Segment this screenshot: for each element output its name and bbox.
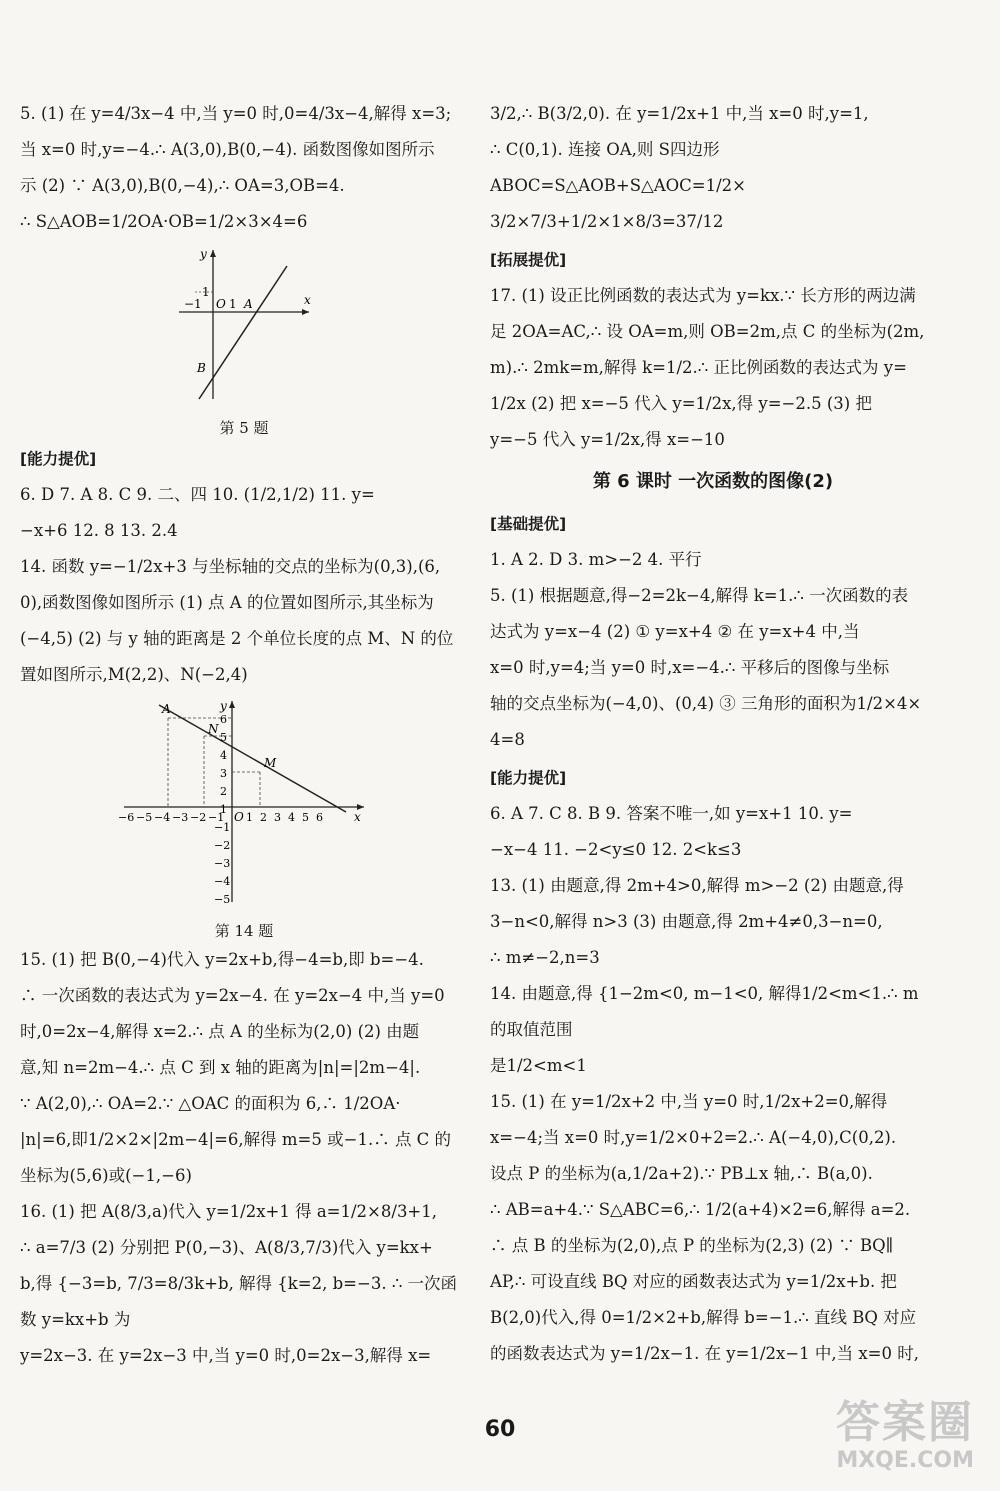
right-column [490,96,936,1372]
figure-14-graph [114,697,374,907]
q15-line: ∵ A(2,0),∴ OA=2.∵ △OAC 的面积为 6,∴ 1/2OA· [20,1094,401,1113]
figure-14-caption: 第 14 题 [214,922,274,940]
fig14-x-ticks [118,811,323,824]
q5-line: 示 (2) ∵ A(3,0),B(0,−4),∴ OA=3,OB=4. [20,176,345,195]
section-ability-heading: [能力提优] [490,769,567,787]
q14-line: 0),函数图像如图所示 (1) 点 A 的位置如图所示,其坐标为 [20,593,434,612]
watermark-text: 答案圈 [836,1397,974,1448]
q15-line: x=−4;当 x=0 时,y=1/2×0+2=2.∴ A(−4,0),C(0,2). [490,1128,897,1147]
section-extend-heading: [拓展提优] [490,251,567,269]
svg-text:−1: −1 [208,811,225,824]
q17-line: m).∴ 2mk=m,解得 k=1/2.∴ 正比例函数的表达式为 y= [490,358,907,377]
svg-text:4: 4 [288,811,295,824]
q15-line: 时,0=2x−4,解得 x=2.∴ 点 A 的坐标为(2,0) (2) 由题 [20,1022,420,1041]
q15-line: ∴ 点 B 的坐标为(2,0),点 P 的坐标为(2,3) (2) ∵ BQ∥ [490,1236,894,1255]
figure-5-graph [169,244,319,404]
q15-line: ∴ AB=a+4.∵ S△ABC=6,∴ 1/2(a+4)×2=6,解得 a=2. [490,1200,911,1219]
q15-line: B(2,0)代入,得 0=1/2×2+b,解得 b=−1.∴ 直线 BQ 对应 [490,1308,917,1327]
svg-text:1: 1 [246,811,253,824]
q15-line: AP,∴ 可设直线 BQ 对应的函数表达式为 y=1/2x+b. 把 [490,1272,897,1291]
q13-line: 3−n<0,解得 n>3 (3) 由题意,得 2m+4≠0,3−n=0, [490,912,883,931]
svg-text:−4: −4 [214,875,231,888]
svg-text:6: 6 [220,713,227,726]
fig14-point-m: M [264,756,277,770]
svg-text:2: 2 [260,811,267,824]
q6-13-line: 6. D 7. A 8. C 9. 二、四 10. (1/2,1/2) 11. y= [20,485,375,504]
svg-text:3: 3 [220,767,227,780]
fig14-point-n: N [208,722,219,736]
svg-text:−6: −6 [118,811,135,824]
q13-line: ∴ m≠−2,n=3 [490,948,600,967]
q16-continued-line: ∴ C(0,1). 连接 OA,则 S四边形ABOC=S△AOB+S△AOC=1/2× [490,140,746,195]
svg-text:6: 6 [316,811,323,824]
svg-text:5: 5 [302,811,309,824]
section-basic-heading: [基础提优] [490,515,567,533]
q15-line: 15. (1) 在 y=1/2x+2 中,当 y=0 时,1/2x+2=0,解得 [490,1092,888,1111]
q13-line: 13. (1) 由题意,得 2m+4>0,解得 m>−2 (2) 由题意,得 [490,876,904,895]
q16-line: ∴ a=7/3 (2) 分别把 P(0,−3)、A(8/3,7/3)代入 y=kx+ [20,1238,433,1257]
watermark-url: MXQE.COM [836,1448,974,1473]
fig5-point-b: B [197,361,206,375]
figure-14 [20,697,468,920]
svg-text:−2: −2 [190,811,207,824]
fig14-y-ticks [214,713,230,906]
q15-line: 的函数表达式为 y=1/2x−1. 在 y=1/2x−1 中,当 x=0 时, [490,1344,919,1363]
q14-line: (−4,5) (2) 与 y 轴的距离是 2 个单位长度的点 M、N 的位 [20,629,454,648]
q14-line: 14. 函数 y=−1/2x+3 与坐标轴的交点的坐标为(0,3),(6, [20,557,441,576]
svg-text:4: 4 [220,749,227,762]
left-column [20,96,468,1374]
fig5-y-label: y [200,247,207,261]
svg-text:−2: −2 [214,839,231,852]
svg-text:−4: −4 [154,811,171,824]
q1-4-line: 1. A 2. D 3. m>−2 4. 平行 [490,550,702,569]
svg-text:1: 1 [220,803,227,816]
q5-line: 4=8 [490,730,525,749]
lesson-title: 第 6 课时 一次函数的图像(2) [592,471,834,492]
q14-line: 14. 由题意,得 {1−2m<0, m−1<0, 解得1/2<m<1.∴ m 的取值范围 [490,984,919,1039]
q16-line: 16. (1) 把 A(8/3,a)代入 y=1/2x+1 得 a=1/2×8/3+1, [20,1202,438,1221]
q15-line: 意,知 n=2m−4.∴ 点 C 到 x 轴的距离为|n|=|2m−4|. [20,1058,421,1077]
q17-line: 1/2x (2) 把 x=−5 代入 y=1/2x,得 y=−2.5 (3) 把 [490,394,872,413]
fig14-x-label: x [354,810,361,824]
q6-12-line: −x−4 11. −2<y≤0 12. 2<k≤3 [490,840,742,859]
q5-line: ∴ S△AOB=1/2OA·OB=1/2×3×4=6 [20,212,308,231]
q5-line: 轴的交点坐标为(−4,0)、(0,4) ③ 三角形的面积为1/2×4× [490,694,922,713]
fig5-one-x: 1 [229,297,237,311]
q6-13-line: −x+6 12. 8 13. 2.4 [20,521,178,540]
q14-line: 是1/2<m<1 [490,1056,587,1075]
fig5-x-label: x [304,293,311,307]
q15-line: 设点 P 的坐标为(a,1/2a+2).∵ PB⊥x 轴,∴ B(a,0). [490,1164,873,1183]
svg-text:−3: −3 [214,857,231,870]
fig14-point-a: A [162,702,171,716]
q16-continued-line: 3/2×7/3+1/2×1×8/3=37/12 [490,212,724,231]
figure-5-caption: 第 5 题 [219,419,269,437]
q17-line: 17. (1) 设正比例函数的表达式为 y=kx.∵ 长方形的两边满 [490,286,916,305]
q5-line: 当 x=0 时,y=−4.∴ A(3,0),B(0,−4). 函数图像如图所示 [20,140,435,159]
fig5-neg1: −1 [184,297,202,311]
fig14-origin: O [234,810,244,824]
watermark-logo [836,1398,974,1474]
q15-line: ∴ 一次函数的表达式为 y=2x−4. 在 y=2x−4 中,当 y=0 [20,986,445,1005]
svg-text:2: 2 [220,785,227,798]
q5-line: x=0 时,y=4;当 y=0 时,x=−4.∴ 平移后的图像与坐标 [490,658,890,677]
q15-line: |n|=6,即1/2×2×|2m−4|=6,解得 m=5 或−1.∴ 点 C 的 [20,1130,452,1149]
q5-line: 5. (1) 根据题意,得−2=2k−4,解得 k=1.∴ 一次函数的表 [490,586,909,605]
q17-line: y=−5 代入 y=1/2x,得 x=−10 [490,430,725,449]
page-number: 60 [484,1417,516,1442]
q5-line: 达式为 y=x−4 (2) ① y=x+4 ② 在 y=x+4 中,当 [490,622,860,641]
fig5-origin: O [216,297,226,311]
fig5-one-y: 1 [202,285,210,299]
svg-text:−1: −1 [214,821,231,834]
fig14-y-label: y [220,699,227,713]
q16-continued-line: 3/2,∴ B(3/2,0). 在 y=1/2x+1 中,当 x=0 时,y=1, [490,104,869,123]
fig5-point-a: A [244,297,253,311]
svg-text:5: 5 [220,731,227,744]
q15-line: 坐标为(5,6)或(−1,−6) [20,1166,192,1185]
q16-line: y=2x−3. 在 y=2x−3 中,当 y=0 时,0=2x−3,解得 x= [20,1346,432,1365]
q17-line: 足 2OA=AC,∴ 设 OA=m,则 OB=2m,点 C 的坐标为(2m, [490,322,925,341]
svg-text:−5: −5 [136,811,153,824]
q14-line: 置如图所示,M(2,2)、N(−2,4) [20,665,248,684]
figure-5 [20,244,468,417]
svg-text:3: 3 [274,811,281,824]
q5-line: 5. (1) 在 y=4/3x−4 中,当 y=0 时,0=4/3x−4,解得 x=3; [20,104,452,123]
section-ability-heading: [能力提优] [20,450,97,468]
svg-text:−5: −5 [214,893,231,906]
svg-text:−3: −3 [172,811,189,824]
q6-12-line: 6. A 7. C 8. B 9. 答案不唯一,如 y=x+1 10. y= [490,804,853,823]
q15-line: 15. (1) 把 B(0,−4)代入 y=2x+b,得−4=b,即 b=−4. [20,950,424,969]
q16-line: b,得 {−3=b, 7/3=8/3k+b, 解得 {k=2, b=−3. ∴ 一次函数 y=kx+b 为 [20,1274,458,1329]
